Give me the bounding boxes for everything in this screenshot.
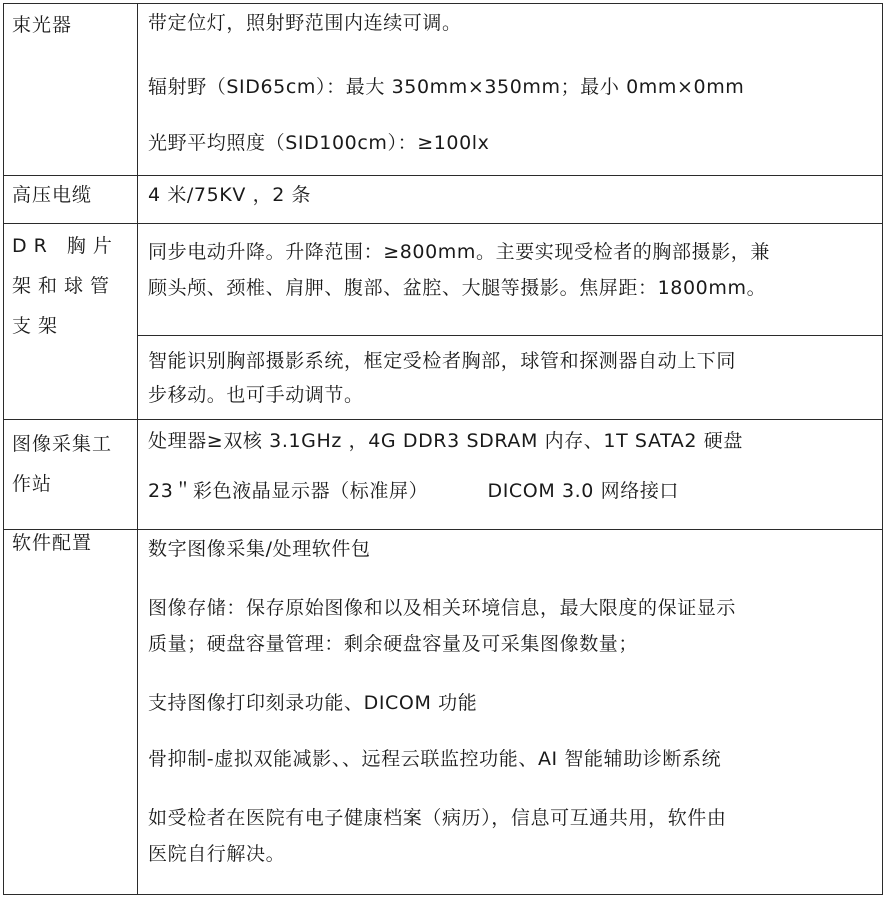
- content-line: 骨抑制-虚拟双能减影、、远程云联监控功能、AI 智能辅助诊断系统: [148, 748, 722, 770]
- row-content-cell: [138, 336, 883, 420]
- content-line: 顾头颅、颈椎、肩胛、腹部、盆腔、大腿等摄影。焦屏距：1800mm。: [148, 277, 767, 299]
- row-label: 图像采集工作站: [12, 433, 113, 495]
- content-line: 处理器≥双核 3.1GHz ，4G DDR3 SDRAM 内存、1T SATA2 硬盘: [148, 430, 743, 452]
- row-label-cell: [4, 420, 138, 530]
- row-content-cell: [138, 4, 883, 176]
- content-line: 图像存储：保存原始图像和以及相关环境信息，最大限度的保证显示: [148, 597, 737, 619]
- row-content-cell: [138, 530, 883, 895]
- content-line: 同步电动升降。升降范围：≥800mm。主要实现受检者的胸部摄影，兼: [148, 241, 771, 263]
- table-row: [4, 176, 883, 224]
- row-label: 高压电缆: [12, 184, 93, 206]
- content-line: 带定位灯，照射野范围内连续可调。: [148, 12, 462, 34]
- content-line: 步移动。也可手动调节。: [148, 384, 364, 406]
- content-line: 医院自行解决。: [148, 843, 286, 865]
- content-line: 支持图像打印刻录功能、DICOM 功能: [148, 692, 478, 714]
- content-line: DICOM 3.0 网络接口: [487, 480, 680, 502]
- row-label-cell: [4, 4, 138, 176]
- table-row: [4, 4, 883, 176]
- content-line: 23＂彩色液晶显示器（标准屏）: [148, 480, 429, 502]
- content-line: 光野平均照度（SID100cm）：≥100lx: [148, 132, 490, 154]
- content-line: 4 米/75KV ，2 条: [148, 184, 312, 206]
- content-line: 辐射野（SID65cm）：最大 350mm×350mm；最小 0mm×0mm: [148, 76, 745, 98]
- table-row: [4, 530, 883, 895]
- row-label-cell: [4, 224, 138, 420]
- content-line: 如受检者在医院有电子健康档案（病历），信息可互通共用，软件由: [148, 807, 727, 829]
- content-line: 数字图像采集/处理软件包: [148, 538, 371, 560]
- row-label-cell: [4, 530, 138, 895]
- table-row: [4, 420, 883, 530]
- row-label: DR 胸片架和球管支架: [12, 235, 119, 337]
- row-content-cell: [138, 420, 883, 530]
- row-content-cell: [138, 224, 883, 336]
- table-row: [4, 224, 883, 336]
- row-content-cell: [138, 176, 883, 224]
- content-line: 智能识别胸部摄影系统，框定受检者胸部，球管和探测器自动上下同: [148, 350, 737, 372]
- row-label: 软件配置: [12, 532, 93, 554]
- spec-table: [3, 3, 883, 895]
- row-label: 束光器: [12, 14, 73, 36]
- row-label-cell: [4, 176, 138, 224]
- content-line: 质量；硬盘容量管理：剩余硬盘容量及可采集图像数量；: [148, 633, 639, 655]
